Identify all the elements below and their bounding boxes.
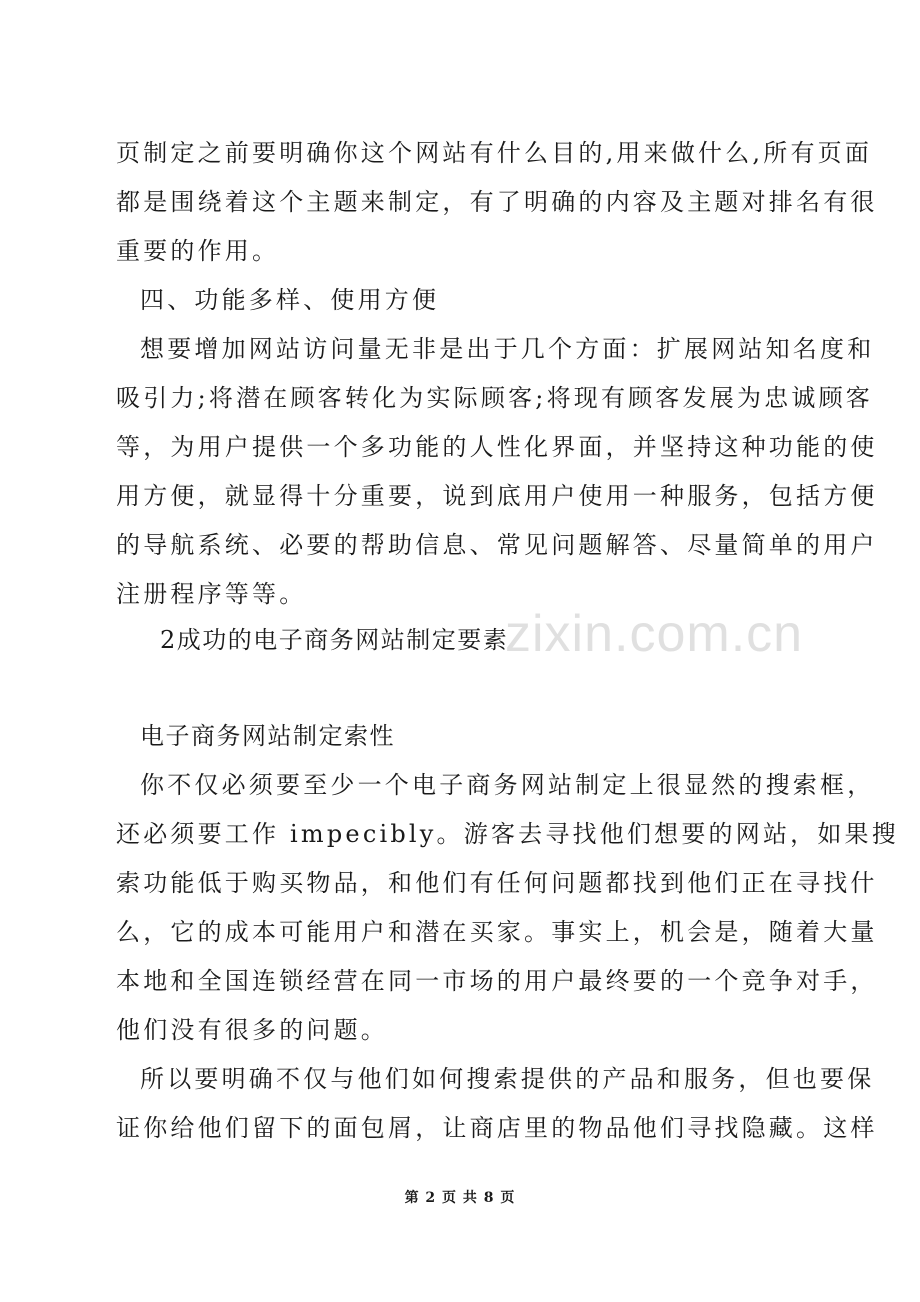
subheading: 电子商务网站制定索性 <box>140 722 395 750</box>
paragraph-1-line-1: 页制定之前要明确你这个网站有什么目的,用来做什么,所有页面 <box>116 139 873 167</box>
paragraph-4-line-1: 所以要明确不仅与他们如何搜索提供的产品和服务，但也要保 <box>140 1065 875 1093</box>
paragraph-3-line-4: 么，它的成本可能用户和潜在买家。事实上，机会是，随着大量 <box>116 918 878 946</box>
paragraph-1-line-3: 重要的作用。 <box>116 237 280 265</box>
paragraph-3-line-5: 本地和全国连锁经营在同一市场的用户最终要的一个竞争对手， <box>116 967 878 995</box>
heading-4: 四、功能多样、使用方便 <box>140 286 440 314</box>
paragraph-3-line-2: 还必须要工作 impecibly。游客去寻找他们想要的网站，如果搜 <box>116 820 899 848</box>
paragraph-2-line-2: 吸引力;将潜在顾客转化为实际顾客;将现有顾客发展为忠诚顾客 <box>116 384 873 412</box>
paragraph-4-line-2: 证你给他们留下的面包屑，让商店里的物品他们寻找隐藏。这样 <box>116 1114 878 1142</box>
paragraph-2-line-6: 注册程序等等。 <box>116 580 307 608</box>
paragraph-1-line-2: 都是围绕着这个主题来制定，有了明确的内容及主题对排名有很 <box>116 188 878 216</box>
watermark: zixin.com.cn <box>505 605 804 663</box>
paragraph-2-line-4: 用方便，就显得十分重要，说到底用户使用一种服务，包括方便 <box>116 482 878 510</box>
paragraph-2-line-5: 的导航系统、必要的帮助信息、常见问题解答、尽量简单的用户 <box>116 531 878 559</box>
paragraph-3-line-3: 索功能低于购买物品，和他们有任何问题都找到他们正在寻找什 <box>116 869 878 897</box>
paragraph-2-line-3: 等，为用户提供一个多功能的人性化界面，并坚持这种功能的使 <box>116 433 878 461</box>
page-footer: 第 2 页 共 8 页 <box>404 1190 516 1206</box>
paragraph-3-line-6: 他们没有很多的问题。 <box>116 1016 388 1044</box>
paragraph-3-line-1: 你不仅必须要至少一个电子商务网站制定上很显然的搜索框， <box>140 771 875 799</box>
section-title: 2成功的电子商务网站制定要素 <box>160 626 509 654</box>
paragraph-2-line-1: 想要增加网站访问量无非是出于几个方面：扩展网站知名度和 <box>140 335 875 363</box>
